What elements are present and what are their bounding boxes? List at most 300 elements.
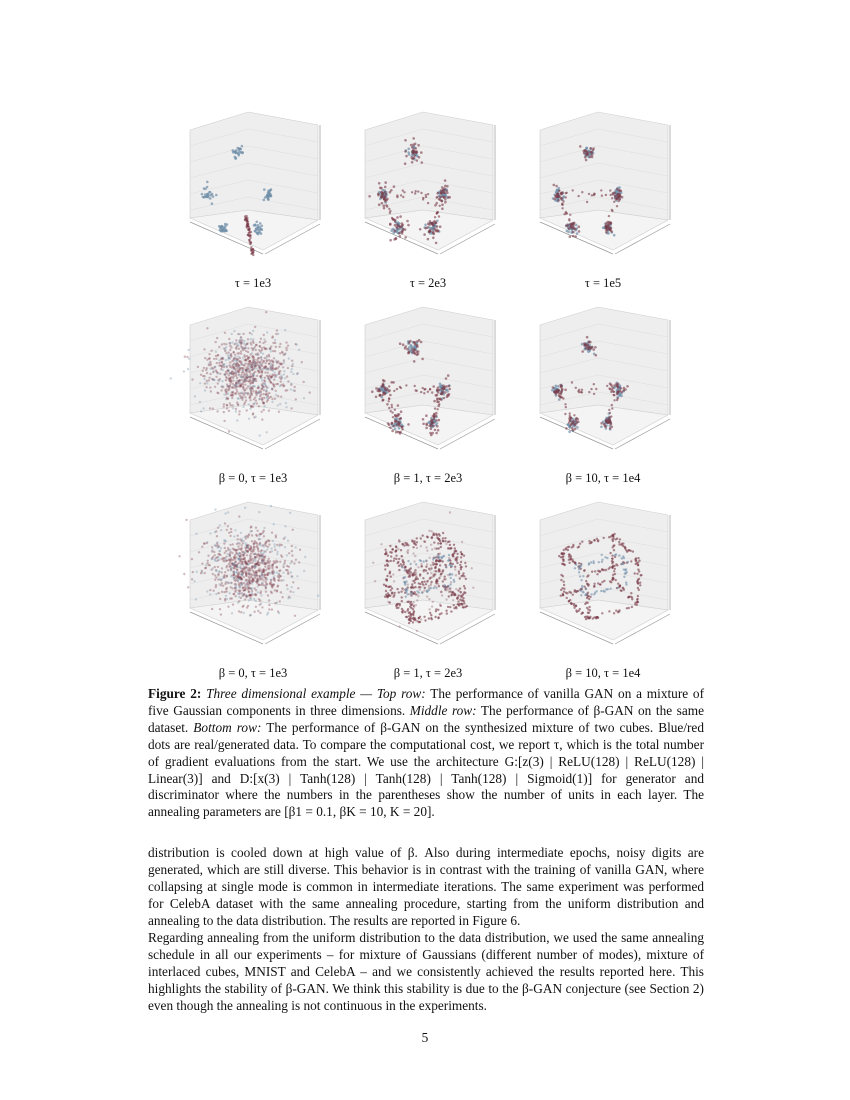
scatter-point (461, 541, 463, 543)
scatter-point (270, 578, 272, 580)
scatter-point (231, 341, 233, 343)
scatter-point (290, 388, 292, 390)
panel-bottom-left (168, 490, 338, 680)
scatter-point (253, 546, 255, 548)
scatter-point (600, 590, 602, 592)
caption-top-row-label: Top row: (376, 686, 426, 701)
scatter-3d-plot (518, 295, 688, 465)
scatter-point (280, 579, 282, 581)
scatter-point (254, 577, 256, 579)
scatter-point (263, 346, 265, 348)
scatter-point (263, 389, 265, 391)
scatter-point (422, 534, 424, 536)
scatter-point (214, 386, 216, 388)
scatter-point (278, 612, 280, 614)
scatter-point (439, 383, 442, 386)
scatter-point (567, 549, 569, 551)
scatter-point (604, 556, 606, 558)
scatter-point (258, 365, 260, 367)
scatter-point (640, 574, 642, 576)
scatter-point (385, 578, 387, 580)
scatter-point (286, 349, 288, 351)
scatter-point (415, 563, 417, 565)
scatter-point (261, 574, 263, 576)
scatter-point (611, 555, 613, 557)
scatter-point (410, 563, 412, 565)
scatter-point (572, 561, 574, 563)
scatter-point (441, 387, 444, 390)
scatter-point (252, 342, 254, 344)
scatter-point (267, 594, 269, 596)
scatter-point (221, 361, 223, 363)
scatter-point (587, 583, 589, 585)
scatter-point (408, 351, 411, 354)
scatter-point (397, 562, 399, 564)
scatter-point (447, 196, 450, 199)
scatter-point (569, 419, 572, 422)
scatter-point (413, 154, 416, 157)
scatter-point (203, 367, 205, 369)
panel-label: τ = 1e3 (234, 276, 272, 290)
scatter-point (605, 569, 607, 571)
scatter-point (398, 591, 400, 593)
scatter-point (240, 564, 242, 566)
scatter-point (392, 573, 394, 575)
scatter-point (425, 194, 427, 196)
scatter-point (585, 159, 588, 162)
scatter-point (292, 363, 294, 365)
scatter-point (396, 423, 399, 426)
scatter-point (388, 423, 391, 426)
scatter-point (278, 545, 280, 547)
scatter-point (261, 582, 263, 584)
scatter-point (395, 546, 397, 548)
scatter-point (250, 553, 252, 555)
scatter-point (425, 546, 427, 548)
scatter-point (627, 549, 629, 551)
scatter-point (208, 379, 210, 381)
scatter-point (431, 391, 433, 393)
scatter-point (624, 572, 626, 574)
scatter-point (276, 553, 278, 555)
scatter-point (578, 567, 580, 569)
scatter-point (201, 546, 203, 548)
scatter-point (409, 617, 411, 619)
scatter-point (291, 545, 293, 547)
scatter-point (457, 600, 459, 602)
scatter-point (249, 373, 251, 375)
scatter-point (268, 392, 270, 394)
scatter-point (246, 554, 248, 556)
scatter-point (256, 221, 259, 224)
scatter-point (564, 389, 567, 392)
scatter-point (261, 379, 263, 381)
panel-top-right (518, 100, 688, 290)
scatter-point (420, 563, 422, 565)
scatter-point (219, 373, 221, 375)
scatter-point (445, 610, 447, 612)
scatter-point (415, 190, 417, 192)
scatter-point (232, 371, 234, 373)
scatter-point (239, 360, 241, 362)
scatter-point (586, 597, 588, 599)
scatter-point (227, 511, 229, 513)
scatter-point (224, 373, 226, 375)
scatter-point (609, 588, 611, 590)
scatter-point (241, 376, 243, 378)
scatter-point (407, 608, 409, 610)
scatter-point (234, 356, 236, 358)
scatter-point (262, 342, 264, 344)
scatter-point (247, 234, 249, 236)
scatter-3d-plot (168, 295, 338, 465)
scatter-point (243, 379, 245, 381)
scatter-3d-plot (168, 100, 338, 270)
scatter-point (583, 586, 585, 588)
scatter-point (277, 383, 279, 385)
scatter-point (268, 564, 270, 566)
scatter-point (601, 195, 603, 197)
scatter-point (268, 369, 270, 371)
scatter-point (617, 611, 619, 613)
scatter-point (228, 410, 230, 412)
scatter-point (573, 607, 575, 609)
scatter-point (283, 361, 285, 363)
scatter-point (185, 519, 187, 521)
scatter-point (264, 574, 266, 576)
scatter-point (422, 197, 424, 199)
scatter-point (417, 190, 419, 192)
scatter-point (437, 408, 439, 410)
scatter-point (563, 549, 565, 551)
scatter-point (382, 379, 385, 382)
scatter-point (271, 401, 273, 403)
scatter-point (420, 151, 423, 154)
scatter-point (218, 362, 220, 364)
scatter-point (447, 374, 450, 377)
scatter-point (449, 511, 451, 513)
scatter-point (423, 584, 425, 586)
scatter-point (417, 566, 419, 568)
scatter-point (579, 145, 582, 148)
scatter-point (396, 588, 398, 590)
scatter-point (260, 594, 262, 596)
scatter-point (232, 543, 234, 545)
scatter-point (273, 543, 275, 545)
scatter-point (250, 560, 252, 562)
scatter-point (404, 236, 407, 239)
scatter-point (188, 358, 190, 360)
scatter-3d-plot (343, 295, 513, 465)
scatter-point (443, 386, 446, 389)
scatter-point (636, 598, 638, 600)
scatter-point (255, 227, 258, 230)
scatter-point (579, 589, 581, 591)
scatter-point (279, 343, 281, 345)
scatter-point (425, 566, 427, 568)
scatter-point (400, 591, 402, 593)
scatter-point (437, 391, 440, 394)
scatter-point (278, 346, 280, 348)
scatter-point (613, 201, 615, 203)
scatter-point (273, 379, 275, 381)
scatter-point (254, 380, 256, 382)
scatter-point (289, 512, 291, 514)
scatter-point (623, 557, 625, 559)
scatter-point (221, 591, 223, 593)
scatter-point (459, 577, 461, 579)
scatter-point (398, 625, 400, 627)
scatter-point (596, 538, 598, 540)
scatter-point (215, 584, 217, 586)
scatter-point (225, 352, 227, 354)
scatter-point (258, 511, 260, 513)
scatter-point (557, 385, 560, 388)
scatter-point (233, 151, 236, 154)
scatter-point (452, 599, 454, 601)
scatter-point (249, 234, 251, 236)
scatter-point (196, 571, 198, 573)
scatter-point (634, 572, 636, 574)
scatter-point (304, 556, 306, 558)
scatter-point (585, 580, 587, 582)
scatter-point (221, 357, 223, 359)
scatter-point (263, 409, 265, 411)
scatter-point (390, 555, 392, 557)
scatter-point (270, 363, 272, 365)
scatter-point (589, 609, 591, 611)
scatter-point (374, 580, 376, 582)
scatter-point (387, 601, 389, 603)
scatter-point (216, 362, 218, 364)
scatter-point (229, 549, 231, 551)
scatter-point (284, 352, 286, 354)
scatter-point (377, 194, 380, 197)
scatter-point (609, 189, 611, 191)
scatter-point (580, 594, 582, 596)
scatter-point (440, 591, 442, 593)
scatter-point (581, 587, 583, 589)
scatter-point (394, 219, 396, 221)
scatter-point (268, 599, 270, 601)
scatter-point (457, 589, 459, 591)
scatter-point (445, 377, 448, 380)
scatter-point (240, 567, 242, 569)
scatter-point (437, 555, 439, 557)
scatter-point (262, 361, 264, 363)
scatter-point (406, 601, 408, 603)
scatter-point (442, 569, 444, 571)
scatter-point (378, 394, 381, 397)
scatter-point (235, 408, 237, 410)
scatter-point (286, 584, 288, 586)
scatter-point (405, 569, 407, 571)
scatter-point (260, 377, 262, 379)
scatter-point (263, 338, 265, 340)
scatter-point (427, 193, 429, 195)
scatter-point (265, 591, 267, 593)
scatter-point (427, 238, 430, 241)
scatter-point (294, 615, 296, 617)
scatter-point (225, 343, 227, 345)
scatter-point (571, 381, 573, 383)
scatter-point (283, 564, 285, 566)
scatter-point (276, 374, 278, 376)
scatter-point (251, 333, 253, 335)
scatter-point (228, 351, 230, 353)
scatter-point (590, 388, 592, 390)
scatter-point (270, 350, 272, 352)
scatter-point (273, 357, 275, 359)
scatter-point (578, 225, 581, 228)
scatter-point (214, 366, 216, 368)
scatter-point (286, 375, 288, 377)
scatter-point (247, 338, 249, 340)
scatter-point (383, 207, 386, 210)
scatter-point (447, 547, 449, 549)
scatter-point (241, 391, 243, 393)
scatter-point (295, 398, 297, 400)
scatter-point (204, 572, 206, 574)
scatter-point (297, 587, 299, 589)
scatter-point (446, 394, 449, 397)
scatter-point (265, 562, 267, 564)
scatter-point (226, 598, 228, 600)
scatter-point (565, 427, 568, 430)
scatter-point (414, 586, 416, 588)
scatter-point (562, 575, 564, 577)
scatter-point (562, 560, 564, 562)
scatter-point (225, 556, 227, 558)
scatter-point (389, 212, 391, 214)
scatter-point (220, 389, 222, 391)
scatter-point (218, 379, 220, 381)
scatter-point (254, 553, 256, 555)
scatter-point (395, 604, 397, 606)
scatter-point (617, 583, 619, 585)
panel-label: β = 0, τ = 1e3 (218, 471, 288, 485)
scatter-point (387, 564, 389, 566)
scatter-point (425, 414, 428, 417)
scatter-point (399, 431, 402, 434)
scatter-point (427, 202, 429, 204)
scatter-point (450, 564, 452, 566)
scatter-point (441, 594, 443, 596)
scatter-point (292, 581, 294, 583)
scatter-point (397, 548, 399, 550)
scatter-point (412, 143, 415, 146)
scatter-point (398, 422, 401, 425)
scatter-point (257, 548, 259, 550)
scatter-point (392, 228, 395, 231)
scatter-point (210, 350, 212, 352)
scatter-point (245, 392, 247, 394)
scatter-point (377, 390, 380, 393)
scatter-point (440, 573, 442, 575)
scatter-point (561, 207, 563, 209)
scatter-point (389, 545, 391, 547)
scatter-point (291, 586, 293, 588)
scatter-point (239, 148, 242, 151)
scatter-point (230, 394, 232, 396)
scatter-point (631, 606, 633, 608)
scatter-point (206, 327, 208, 329)
scatter-point (415, 572, 417, 574)
scatter-point (449, 583, 451, 585)
scatter-point (207, 196, 210, 199)
scatter-point (578, 230, 581, 233)
scatter-point (404, 139, 407, 142)
scatter-point (251, 582, 253, 584)
scatter-point (259, 341, 261, 343)
scatter-point (386, 575, 388, 577)
scatter-point (603, 537, 605, 539)
scatter-point (266, 397, 268, 399)
scatter-point (278, 573, 280, 575)
scatter-point (594, 592, 596, 594)
scatter-point (187, 586, 189, 588)
scatter-point (248, 403, 250, 405)
scatter-point (425, 427, 428, 430)
scatter-point (422, 418, 425, 421)
scatter-point (260, 545, 262, 547)
scatter-point (423, 616, 425, 618)
scatter-point (572, 594, 574, 596)
scatter-point (261, 371, 263, 373)
scatter-point (249, 385, 251, 387)
scatter-point (432, 601, 434, 603)
scatter-point (292, 529, 294, 531)
scatter-point (408, 571, 410, 573)
scatter-point (249, 365, 251, 367)
scatter-point (264, 383, 266, 385)
scatter-point (186, 356, 188, 358)
scatter-point (414, 341, 417, 344)
scatter-point (393, 560, 395, 562)
scatter-point (246, 567, 248, 569)
scatter-point (290, 371, 292, 373)
scatter-point (569, 412, 571, 414)
scatter-point (227, 393, 229, 395)
scatter-point (433, 228, 436, 231)
scatter-point (391, 422, 394, 425)
caption-title: Three dimensional example — (206, 686, 373, 701)
scatter-point (237, 575, 239, 577)
scatter-point (248, 591, 250, 593)
scatter-point (395, 558, 397, 560)
scatter-point (407, 583, 409, 585)
scatter-point (415, 604, 417, 606)
scatter-point (451, 593, 453, 595)
scatter-point (600, 426, 603, 429)
scatter-point (279, 385, 281, 387)
scatter-point (565, 406, 567, 408)
scatter-point (249, 393, 251, 395)
scatter-point (222, 229, 225, 232)
panel-bottom-right (518, 490, 688, 680)
scatter-point (241, 363, 243, 365)
scatter-point (433, 541, 435, 543)
scatter-point (276, 329, 278, 331)
scatter-point (611, 404, 613, 406)
scatter-point (214, 544, 216, 546)
scatter-point (580, 613, 582, 615)
scatter-point (595, 354, 598, 357)
scatter-point (437, 537, 439, 539)
scatter-point (242, 369, 244, 371)
scatter-point (439, 575, 441, 577)
scatter-point (428, 530, 430, 532)
